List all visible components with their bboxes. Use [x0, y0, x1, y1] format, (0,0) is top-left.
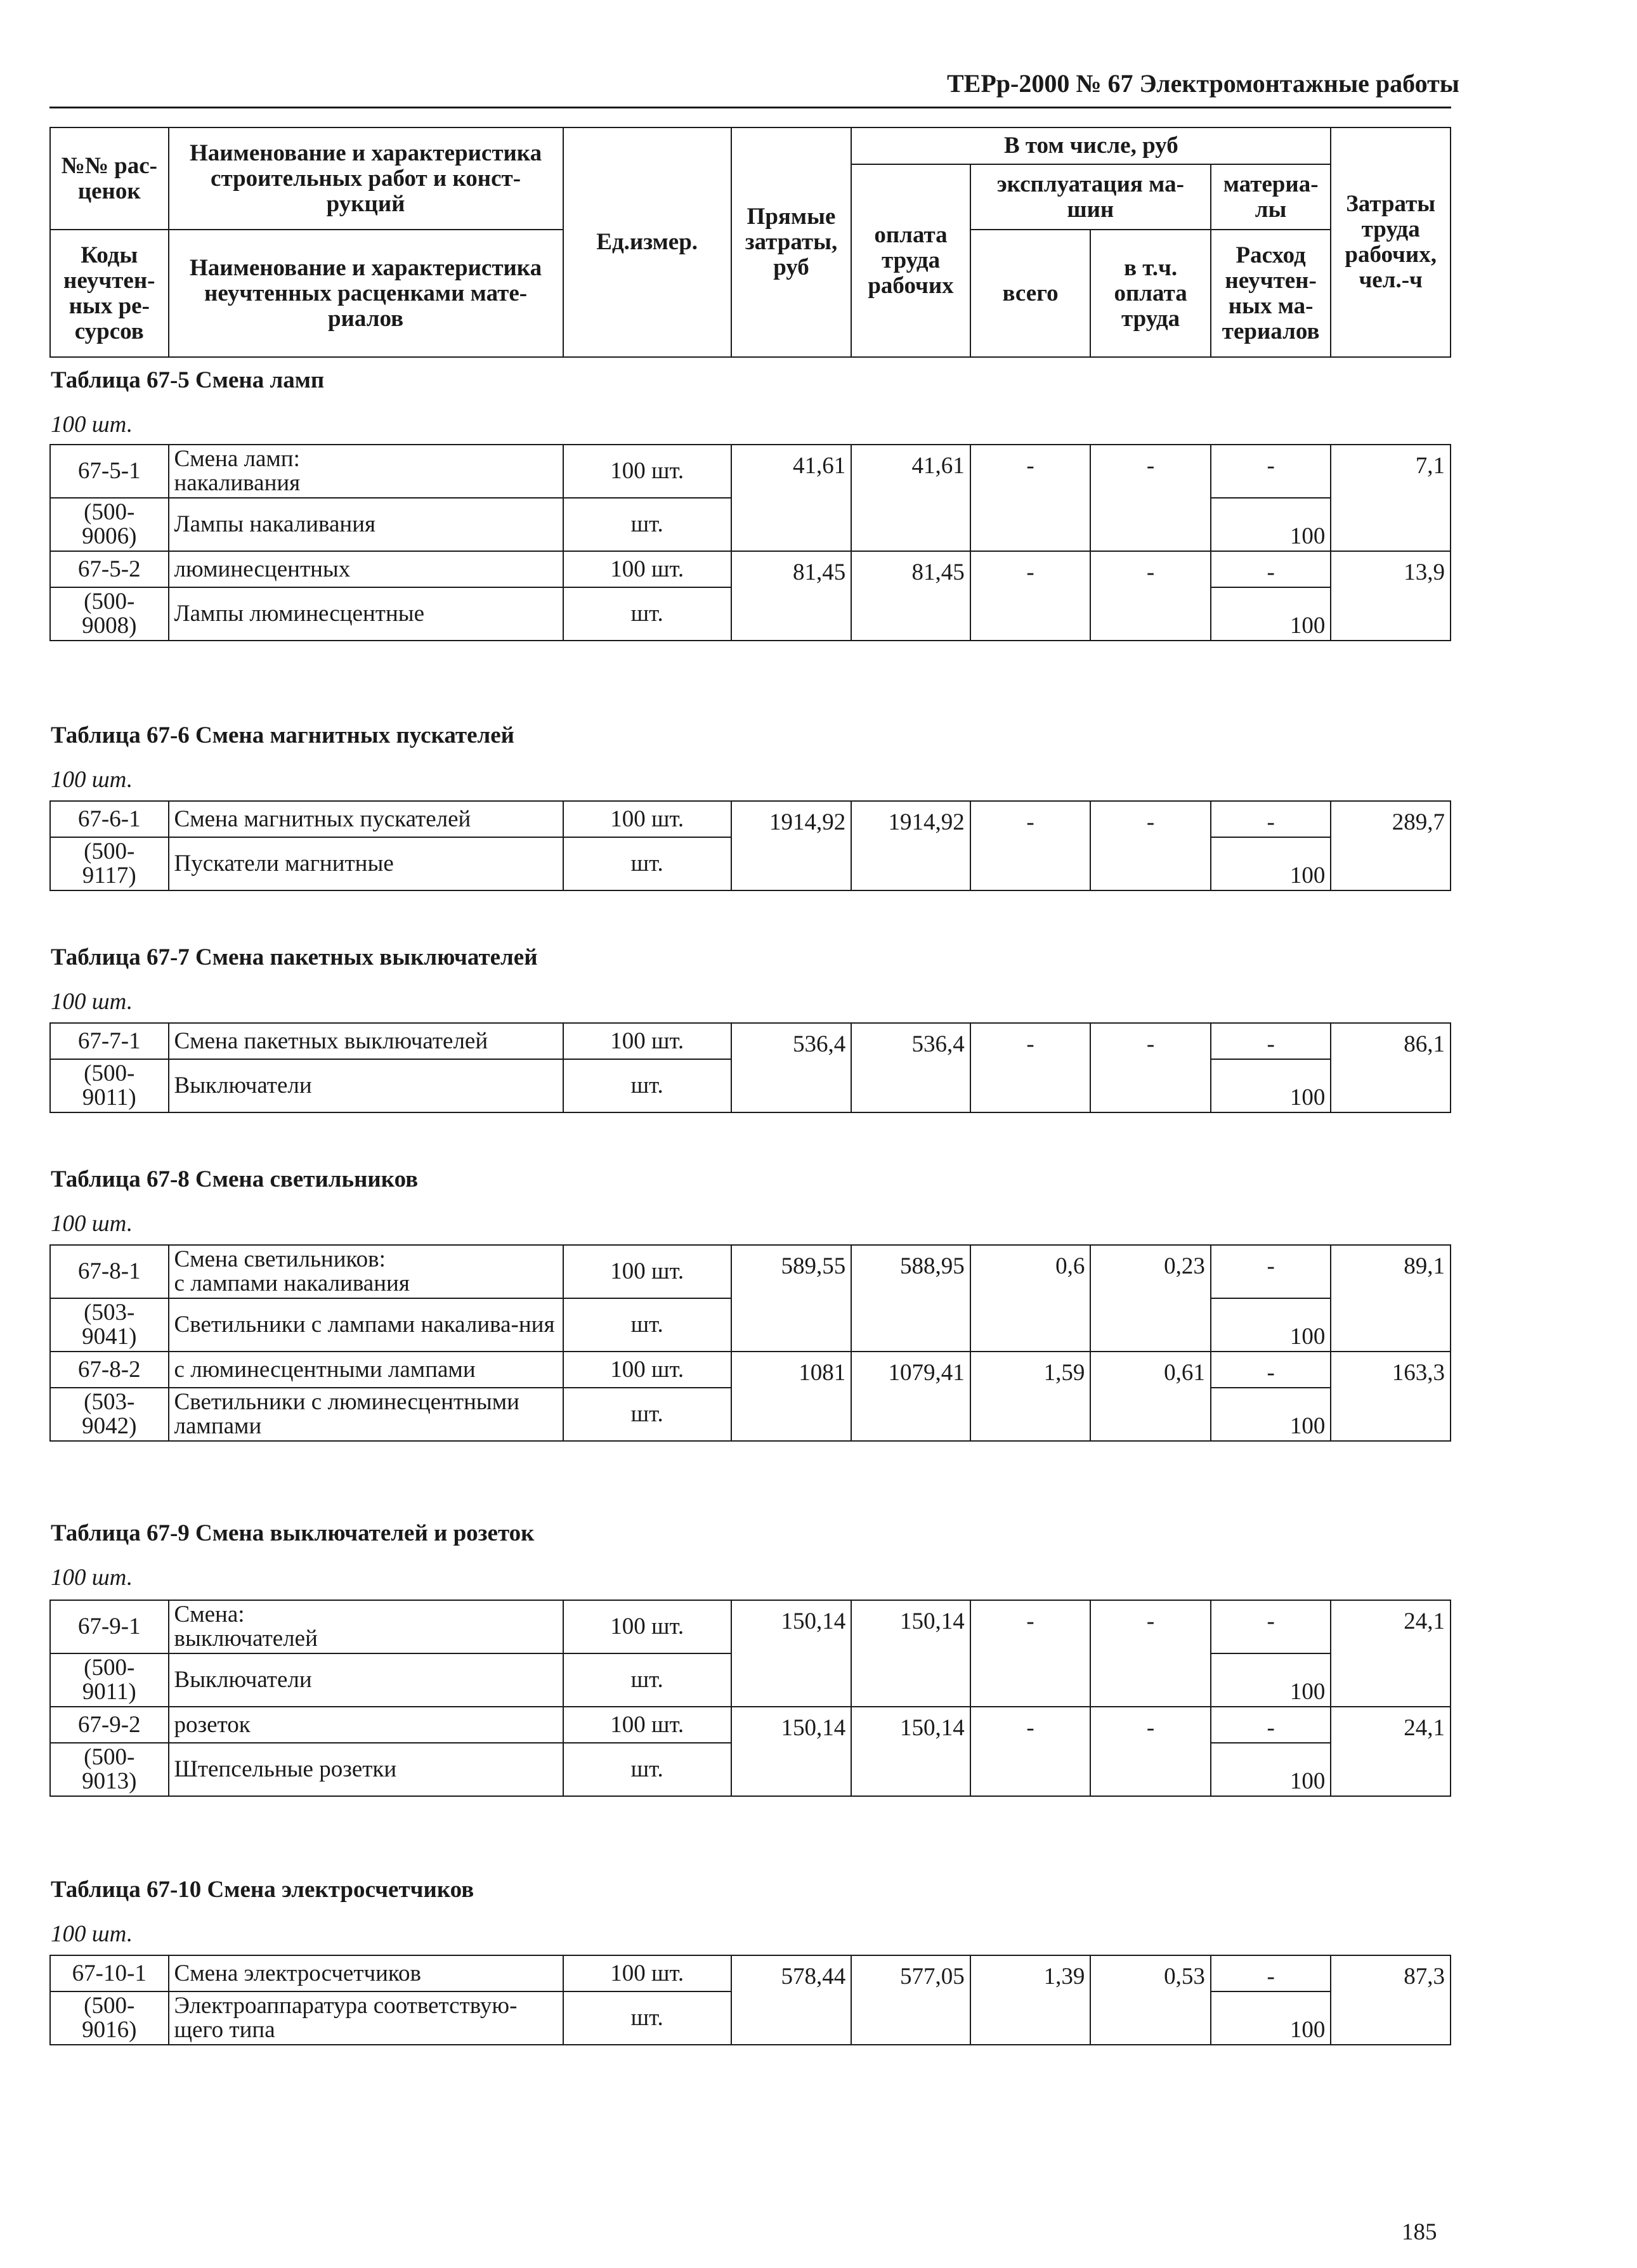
work-name: Смена светильников: с лампами накаливания	[169, 1245, 563, 1298]
table-row	[50, 445, 1451, 498]
unit: 100 шт.	[563, 551, 731, 587]
machine-total: -	[970, 1023, 1091, 1112]
section-title: Таблица 67-7 Смена пакетных выключателей	[51, 944, 538, 970]
labor-hours: 24,1	[1331, 1600, 1451, 1707]
machine-labor: 0,61	[1090, 1352, 1211, 1441]
unit: 100 шт.	[563, 445, 731, 498]
direct-costs: 150,14	[731, 1707, 852, 1796]
header-direct-costs: Прямые затраты, руб	[731, 127, 852, 357]
table-row	[50, 801, 1451, 837]
rate-code: 67-8-2	[50, 1352, 169, 1388]
materials: -	[1211, 551, 1331, 587]
labor-pay: 150,14	[851, 1600, 970, 1707]
section-title: Таблица 67-10 Смена электросчетчиков	[51, 1877, 474, 1903]
resource-code: (503- 9041)	[50, 1298, 169, 1352]
unaccounted-qty: 100	[1211, 837, 1331, 890]
unaccounted-qty: 100	[1211, 1059, 1331, 1112]
resource-code: (500- 9011)	[50, 1059, 169, 1112]
labor-hours: 89,1	[1331, 1245, 1451, 1352]
materials: -	[1211, 445, 1331, 498]
materials: -	[1211, 1955, 1331, 1991]
machine-labor: -	[1090, 1023, 1211, 1112]
running-header: ТЕРр-2000 № 67 Электромонтажные работы	[946, 69, 1459, 98]
direct-costs: 536,4	[731, 1023, 852, 1112]
unit: 100 шт.	[563, 1600, 731, 1653]
unaccounted-qty: 100	[1211, 1388, 1331, 1441]
header-rule	[49, 107, 1451, 108]
labor-pay: 1079,41	[851, 1352, 970, 1441]
table-row	[50, 1245, 1451, 1298]
labor-pay: 81,45	[851, 551, 970, 641]
header-labor-hours: Затраты труда рабочих, чел.-ч	[1331, 127, 1451, 357]
rate-code: 67-5-2	[50, 551, 169, 587]
machine-labor: -	[1090, 551, 1211, 641]
section-unit: 100 шт.	[51, 989, 133, 1015]
unit: 100 шт.	[563, 1707, 731, 1743]
resource-code: (500- 9008)	[50, 587, 169, 641]
unit: 100 шт.	[563, 1352, 731, 1388]
work-name: люминесцентных	[169, 551, 563, 587]
labor-pay: 150,14	[851, 1707, 970, 1796]
section-title: Таблица 67-9 Смена выключателей и розеток	[51, 1520, 535, 1546]
header-code: №№ рас-ценок	[50, 127, 169, 230]
machine-labor: -	[1090, 445, 1211, 551]
section-unit: 100 шт.	[51, 1565, 133, 1591]
work-name: Смена магнитных пускателей	[169, 801, 563, 837]
rate-code: 67-5-1	[50, 445, 169, 498]
resource-name: Светильники с лампами накалива-ния	[169, 1298, 563, 1352]
labor-hours: 24,1	[1331, 1707, 1451, 1796]
resource-code: (503- 9042)	[50, 1388, 169, 1441]
rate-code: 67-10-1	[50, 1955, 169, 1991]
header-unit: Ед.измер.	[563, 127, 731, 357]
resource-unit: шт.	[563, 837, 731, 890]
machine-total: 1,59	[970, 1352, 1091, 1441]
direct-costs: 589,55	[731, 1245, 852, 1352]
section-unit: 100 шт.	[51, 767, 133, 793]
work-name: розеток	[169, 1707, 563, 1743]
labor-hours: 87,3	[1331, 1955, 1451, 2045]
resource-name: Электроаппаратура соответствую-щего типа	[169, 1991, 563, 2045]
direct-costs: 1081	[731, 1352, 852, 1441]
section-title: Таблица 67-6 Смена магнитных пускателей	[51, 722, 514, 748]
machine-labor: -	[1090, 801, 1211, 890]
rates-table	[49, 444, 1451, 641]
header-name: Наименование и характеристика строительных работ и конст-рукций	[169, 127, 563, 230]
header-unaccounted-name: Наименование и характеристика неучтенных расценками мате-риалов	[169, 230, 563, 357]
header-machine-total: всего	[970, 230, 1091, 357]
labor-hours: 13,9	[1331, 551, 1451, 641]
table-row	[50, 1352, 1451, 1388]
labor-pay: 577,05	[851, 1955, 970, 2045]
unaccounted-qty: 100	[1211, 1653, 1331, 1707]
materials: -	[1211, 1245, 1331, 1298]
resource-code: (500- 9013)	[50, 1743, 169, 1796]
materials: -	[1211, 1600, 1331, 1653]
materials: -	[1211, 1352, 1331, 1388]
resource-unit: шт.	[563, 1059, 731, 1112]
rate-code: 67-8-1	[50, 1245, 169, 1298]
unit: 100 шт.	[563, 1955, 731, 1991]
work-name: Смена электросчетчиков	[169, 1955, 563, 1991]
rates-table	[49, 1244, 1451, 1442]
unit: 100 шт.	[563, 1245, 731, 1298]
resource-name: Пускатели магнитные	[169, 837, 563, 890]
machine-total: -	[970, 1600, 1091, 1707]
machine-labor: 0,53	[1090, 1955, 1211, 2045]
table-row	[50, 1955, 1451, 1991]
unaccounted-qty: 100	[1211, 498, 1331, 551]
work-name: Смена пакетных выключателей	[169, 1023, 563, 1059]
section-title: Таблица 67-8 Смена светильников	[51, 1166, 419, 1192]
resource-code: (500- 9117)	[50, 837, 169, 890]
machine-total: -	[970, 445, 1091, 551]
machine-total: -	[970, 551, 1091, 641]
header-resource-codes: Коды неучтен-ных ре-сурсов	[50, 230, 169, 357]
header-machine-labor: в т.ч. оплата труда	[1090, 230, 1211, 357]
section-title: Таблица 67-5 Смена ламп	[51, 367, 325, 393]
materials: -	[1211, 1023, 1331, 1059]
page-number: 185	[1402, 2219, 1437, 2245]
header-including: В том числе, руб	[851, 127, 1331, 164]
resource-name: Штепсельные розетки	[169, 1743, 563, 1796]
table-row	[50, 1023, 1451, 1059]
materials: -	[1211, 801, 1331, 837]
rate-code: 67-7-1	[50, 1023, 169, 1059]
work-name: с люминесцентными лампами	[169, 1352, 563, 1388]
rate-code: 67-6-1	[50, 801, 169, 837]
resource-unit: шт.	[563, 1388, 731, 1441]
materials: -	[1211, 1707, 1331, 1743]
rates-table	[49, 1955, 1451, 2045]
labor-hours: 163,3	[1331, 1352, 1451, 1441]
resource-name: Выключатели	[169, 1059, 563, 1112]
work-name: Смена: выключателей	[169, 1600, 563, 1653]
machine-total: -	[970, 1707, 1091, 1796]
header-labor-pay: оплата труда рабочих	[851, 164, 970, 357]
section-unit: 100 шт.	[51, 412, 133, 438]
section-unit: 100 шт.	[51, 1211, 133, 1237]
resource-name: Лампы накаливания	[169, 498, 563, 551]
rate-code: 67-9-2	[50, 1707, 169, 1743]
section-unit: 100 шт.	[51, 1921, 133, 1947]
rates-table	[49, 1600, 1451, 1797]
header-unaccounted-materials: Расход неучтен-ных ма-териалов	[1211, 230, 1331, 357]
header-machine-operation: эксплуатация ма-шин	[970, 164, 1211, 230]
machine-labor: -	[1090, 1707, 1211, 1796]
column-header-table	[49, 127, 1451, 358]
resource-name: Выключатели	[169, 1653, 563, 1707]
labor-hours: 86,1	[1331, 1023, 1451, 1112]
direct-costs: 1914,92	[731, 801, 852, 890]
direct-costs: 578,44	[731, 1955, 852, 2045]
resource-code: (500- 9016)	[50, 1991, 169, 2045]
resource-name: Светильники с люминесцентными лампами	[169, 1388, 563, 1441]
direct-costs: 81,45	[731, 551, 852, 641]
unaccounted-qty: 100	[1211, 1743, 1331, 1796]
machine-total: -	[970, 801, 1091, 890]
machine-labor: -	[1090, 1600, 1211, 1707]
resource-code: (500- 9011)	[50, 1653, 169, 1707]
unit: 100 шт.	[563, 801, 731, 837]
resource-unit: шт.	[563, 1653, 731, 1707]
table-row	[50, 1600, 1451, 1653]
resource-unit: шт.	[563, 587, 731, 641]
labor-hours: 7,1	[1331, 445, 1451, 551]
direct-costs: 150,14	[731, 1600, 852, 1707]
labor-pay: 588,95	[851, 1245, 970, 1352]
machine-total: 1,39	[970, 1955, 1091, 2045]
labor-pay: 536,4	[851, 1023, 970, 1112]
labor-hours: 289,7	[1331, 801, 1451, 890]
labor-pay: 41,61	[851, 445, 970, 551]
unaccounted-qty: 100	[1211, 1991, 1331, 2045]
unit: 100 шт.	[563, 1023, 731, 1059]
resource-unit: шт.	[563, 498, 731, 551]
resource-unit: шт.	[563, 1743, 731, 1796]
resource-code: (500- 9006)	[50, 498, 169, 551]
resource-name: Лампы люминесцентные	[169, 587, 563, 641]
table-row	[50, 1707, 1451, 1743]
resource-unit: шт.	[563, 1991, 731, 2045]
table-row	[50, 551, 1451, 587]
rates-table	[49, 1022, 1451, 1113]
header-materials: материа-лы	[1211, 164, 1331, 230]
unaccounted-qty: 100	[1211, 1298, 1331, 1352]
rate-code: 67-9-1	[50, 1600, 169, 1653]
work-name: Смена ламп: накаливания	[169, 445, 563, 498]
machine-labor: 0,23	[1090, 1245, 1211, 1352]
direct-costs: 41,61	[731, 445, 852, 551]
unaccounted-qty: 100	[1211, 587, 1331, 641]
machine-total: 0,6	[970, 1245, 1091, 1352]
labor-pay: 1914,92	[851, 801, 970, 890]
rates-table	[49, 800, 1451, 891]
resource-unit: шт.	[563, 1298, 731, 1352]
